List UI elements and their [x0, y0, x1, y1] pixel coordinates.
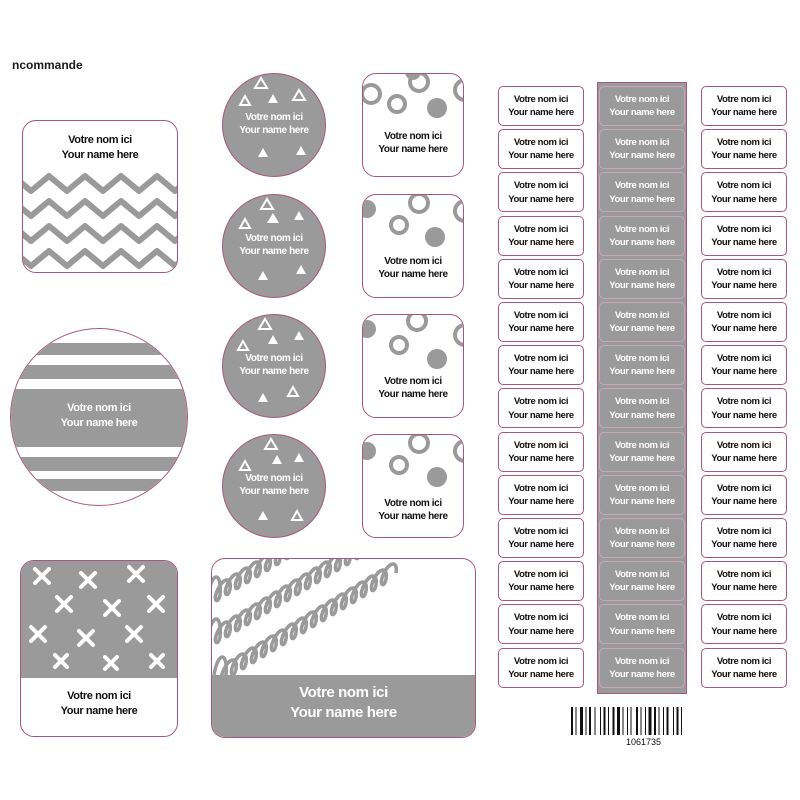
barcode-number: 1061735	[625, 737, 662, 747]
barcode-bar	[645, 707, 646, 735]
line2: Your name here	[609, 539, 675, 551]
line2: Your name here	[239, 246, 309, 258]
barcode-bar	[673, 707, 674, 735]
label-text	[600, 655, 684, 682]
name-label	[498, 648, 584, 688]
label-text	[499, 179, 583, 206]
name-label	[701, 302, 787, 342]
line1: Votre nom ici	[245, 112, 303, 123]
name-label	[498, 216, 584, 256]
barcode-bar	[627, 707, 628, 735]
name-label	[599, 648, 685, 688]
line1: Votre nom ici	[384, 498, 442, 509]
name-label	[498, 302, 584, 342]
line2: Your name here	[61, 148, 139, 161]
label-text	[702, 611, 786, 638]
label-text	[600, 395, 684, 422]
line2: Your name here	[508, 582, 574, 594]
name-label	[498, 172, 584, 212]
barcode-bar	[663, 707, 664, 735]
label-text	[702, 439, 786, 466]
line2: Your name here	[508, 668, 574, 680]
label-text	[499, 568, 583, 595]
label-text	[702, 395, 786, 422]
line1: Votre nom ici	[716, 223, 772, 235]
label-loops	[211, 558, 476, 738]
line2: Your name here	[508, 323, 574, 335]
label-text	[600, 568, 684, 595]
label-text	[499, 482, 583, 509]
line1: Votre nom ici	[245, 353, 303, 364]
line1: Votre nom ici	[614, 482, 670, 494]
label-text	[600, 179, 684, 206]
barcode-bar	[595, 707, 596, 735]
line2: Your name here	[378, 269, 448, 281]
name-label	[599, 604, 685, 644]
label-stripes-circle	[10, 328, 188, 506]
line1: Votre nom ici	[513, 353, 569, 365]
barcode-bar	[623, 707, 624, 735]
label-text	[702, 482, 786, 509]
line1: Votre nom ici	[513, 266, 569, 278]
line1: Votre nom ici	[716, 137, 772, 149]
name-label	[599, 518, 685, 558]
label-text	[499, 266, 583, 293]
line1: Votre nom ici	[513, 569, 569, 581]
line1: Votre nom ici	[716, 526, 772, 537]
line2: Your name here	[609, 236, 675, 248]
line2: Your name here	[290, 703, 397, 721]
line1: Votre nom ici	[513, 396, 569, 408]
line1: Votre nom ici	[513, 612, 569, 624]
line1: Votre nom ici	[513, 482, 569, 494]
barcode-bar	[586, 707, 587, 735]
label-text	[702, 309, 786, 336]
line1: Votre nom ici	[716, 180, 772, 192]
label-text	[702, 525, 786, 552]
line1: Votre nom ici	[716, 655, 772, 667]
line1: Votre nom ici	[299, 684, 388, 701]
name-label	[599, 216, 685, 256]
name-label	[701, 129, 787, 169]
line2: Your name here	[711, 193, 777, 205]
line2: Your name here	[508, 150, 574, 162]
line1: Votre nom ici	[614, 310, 670, 321]
label-text	[499, 93, 583, 120]
label-text	[600, 266, 684, 293]
label-text	[499, 439, 583, 466]
name-label	[701, 216, 787, 256]
name-label	[701, 518, 787, 558]
line2: Your name here	[609, 496, 675, 508]
name-label	[701, 259, 787, 299]
line2: Your name here	[711, 107, 777, 119]
barcode-bar	[600, 707, 601, 735]
name-label	[599, 172, 685, 212]
name-label	[498, 475, 584, 515]
name-label	[701, 86, 787, 126]
line2: Your name here	[711, 452, 777, 464]
barcode-bar	[654, 707, 656, 735]
line2: Your name here	[711, 323, 777, 335]
line2: Your name here	[609, 366, 675, 378]
line1: Votre nom ici	[614, 266, 670, 278]
name-label	[599, 475, 685, 515]
label-text	[223, 111, 325, 137]
line2: Your name here	[711, 496, 777, 508]
line1: Votre nom ici	[716, 353, 772, 365]
label-text	[223, 232, 325, 258]
line1: Votre nom ici	[68, 134, 132, 146]
line2: Your name here	[711, 409, 777, 421]
line2: Your name here	[609, 107, 675, 119]
label-text	[702, 568, 786, 595]
label-triangles-circle-3	[222, 314, 326, 418]
line2: Your name here	[239, 486, 309, 498]
barcode-bar	[576, 707, 577, 735]
line2: Your name here	[711, 539, 777, 551]
line1: Votre nom ici	[614, 526, 670, 537]
line1: Votre nom ici	[614, 655, 670, 667]
barcode	[571, 707, 716, 735]
label-text	[600, 611, 684, 638]
label-text	[600, 93, 684, 120]
name-label	[498, 388, 584, 428]
label-text	[363, 375, 463, 401]
name-label	[498, 604, 584, 644]
label-text	[702, 352, 786, 379]
barcode-bar	[641, 707, 642, 735]
line1: Votre nom ici	[716, 396, 772, 408]
circles-pattern	[363, 195, 464, 298]
line1: Votre nom ici	[716, 482, 772, 494]
line1: Votre nom ici	[245, 473, 303, 484]
line2: Your name here	[508, 452, 574, 464]
label-text	[702, 179, 786, 206]
line1: Votre nom ici	[614, 569, 670, 581]
line1: Votre nom ici	[384, 131, 442, 142]
line2: Your name here	[378, 511, 448, 523]
barcode-bar	[580, 707, 583, 735]
line1: Votre nom ici	[513, 94, 569, 105]
label-text	[499, 611, 583, 638]
line2: Your name here	[239, 125, 309, 137]
name-label	[599, 345, 685, 385]
line1: Votre nom ici	[245, 233, 303, 244]
label-text	[600, 136, 684, 163]
label-text	[363, 497, 463, 523]
label-circles-square-1	[362, 73, 464, 177]
label-text	[499, 136, 583, 163]
line2: Your name here	[711, 582, 777, 594]
barcode-bar	[631, 707, 632, 735]
label-text	[23, 133, 177, 162]
line1: Votre nom ici	[513, 526, 569, 537]
line2: Your name here	[711, 668, 777, 680]
barcode-bar	[649, 707, 652, 735]
line2: Your name here	[609, 625, 675, 637]
label-text	[223, 472, 325, 498]
barcode-bar	[667, 707, 669, 735]
label-text	[600, 352, 684, 379]
label-text	[702, 93, 786, 120]
line2: Your name here	[609, 193, 675, 205]
circles-pattern	[363, 315, 464, 418]
name-label	[701, 345, 787, 385]
line1: Votre nom ici	[513, 310, 569, 321]
line2: Your name here	[609, 582, 675, 594]
line1: Votre nom ici	[513, 180, 569, 192]
label-text	[363, 130, 463, 156]
line2: Your name here	[609, 452, 675, 464]
line2: Your name here	[711, 236, 777, 248]
line1: Votre nom ici	[384, 256, 442, 267]
label-text	[499, 309, 583, 336]
line1: Votre nom ici	[513, 223, 569, 235]
barcode-bar	[617, 707, 620, 735]
name-label	[701, 561, 787, 601]
line1: Votre nom ici	[67, 690, 131, 702]
label-text	[702, 223, 786, 250]
label-crosses	[20, 560, 178, 737]
label-text	[702, 655, 786, 682]
line2: Your name here	[508, 625, 574, 637]
line2: Your name here	[508, 193, 574, 205]
name-label	[701, 432, 787, 472]
barcode-bar	[636, 707, 638, 735]
label-text	[702, 136, 786, 163]
line2: Your name here	[508, 539, 574, 551]
line1: Votre nom ici	[716, 310, 772, 321]
name-label	[599, 302, 685, 342]
name-label	[599, 129, 685, 169]
line2: Your name here	[508, 496, 574, 508]
label-triangles-circle-2	[222, 194, 326, 298]
line1: Votre nom ici	[716, 94, 772, 105]
label-text	[600, 309, 684, 336]
name-label	[498, 432, 584, 472]
name-label	[701, 475, 787, 515]
name-label	[701, 604, 787, 644]
barcode-bar	[589, 707, 591, 735]
name-label	[498, 345, 584, 385]
line1: Votre nom ici	[716, 569, 772, 581]
name-label	[599, 259, 685, 299]
line1: Votre nom ici	[614, 180, 670, 192]
label-text	[499, 655, 583, 682]
line1: Votre nom ici	[67, 402, 131, 414]
label-text	[212, 683, 475, 723]
name-label	[599, 561, 685, 601]
line1: Votre nom ici	[614, 94, 670, 105]
line2: Your name here	[609, 150, 675, 162]
line1: Votre nom ici	[614, 137, 670, 149]
line1: Votre nom ici	[614, 353, 670, 365]
line2: Your name here	[508, 409, 574, 421]
label-chevron	[22, 120, 178, 273]
line2: Your name here	[711, 625, 777, 637]
label-triangles-circle-1	[222, 73, 326, 177]
label-circles-square-3	[362, 314, 464, 418]
label-text	[499, 395, 583, 422]
label-text	[600, 439, 684, 466]
line1: Votre nom ici	[716, 439, 772, 451]
line2: Your name here	[609, 668, 675, 680]
name-label	[701, 648, 787, 688]
line2: Your name here	[508, 366, 574, 378]
line1: Votre nom ici	[716, 266, 772, 278]
line2: Your name here	[508, 107, 574, 119]
barcode-bar	[613, 707, 615, 735]
line1: Votre nom ici	[614, 223, 670, 235]
name-label	[498, 86, 584, 126]
name-label	[701, 388, 787, 428]
name-label	[599, 388, 685, 428]
line1: Votre nom ici	[513, 439, 569, 451]
line2: Your name here	[711, 280, 777, 292]
name-label	[498, 518, 584, 558]
line1: Votre nom ici	[614, 439, 670, 451]
line1: Votre nom ici	[513, 655, 569, 667]
line1: Votre nom ici	[384, 376, 442, 387]
line2: Your name here	[378, 389, 448, 401]
name-label	[599, 432, 685, 472]
circles-pattern	[363, 74, 464, 177]
line2: Your name here	[711, 150, 777, 162]
order-header: ncommande	[12, 58, 83, 72]
line2: Your name here	[609, 409, 675, 421]
label-text	[11, 401, 187, 430]
line2: Your name here	[508, 236, 574, 248]
line1: Votre nom ici	[513, 137, 569, 149]
name-label	[498, 129, 584, 169]
line1: Votre nom ici	[614, 396, 670, 408]
barcode-bar	[571, 707, 573, 735]
label-text	[600, 525, 684, 552]
line2: Your name here	[508, 280, 574, 292]
barcode-bar	[659, 707, 660, 735]
line2: Your name here	[609, 280, 675, 292]
label-text	[499, 223, 583, 250]
barcode-bar	[608, 707, 609, 735]
label-text	[363, 255, 463, 281]
label-circles-square-2	[362, 194, 464, 298]
label-text	[600, 482, 684, 509]
label-circles-square-4	[362, 434, 464, 538]
label-text	[702, 266, 786, 293]
name-label	[498, 561, 584, 601]
name-label	[701, 172, 787, 212]
barcode-bar	[681, 707, 682, 735]
line2: Your name here	[60, 416, 138, 429]
label-text	[600, 223, 684, 250]
line2: Your name here	[711, 366, 777, 378]
barcode-bar	[677, 707, 679, 735]
line2: Your name here	[609, 323, 675, 335]
label-text	[499, 352, 583, 379]
name-label	[498, 259, 584, 299]
barcode-bar	[604, 707, 606, 735]
label-text	[223, 352, 325, 378]
label-triangles-circle-4	[222, 434, 326, 538]
line2: Your name here	[60, 704, 138, 717]
line2: Your name here	[378, 144, 448, 156]
name-label	[599, 86, 685, 126]
line1: Votre nom ici	[716, 612, 772, 624]
line1: Votre nom ici	[614, 612, 670, 624]
line2: Your name here	[239, 366, 309, 378]
label-text	[21, 689, 177, 718]
label-text	[499, 525, 583, 552]
